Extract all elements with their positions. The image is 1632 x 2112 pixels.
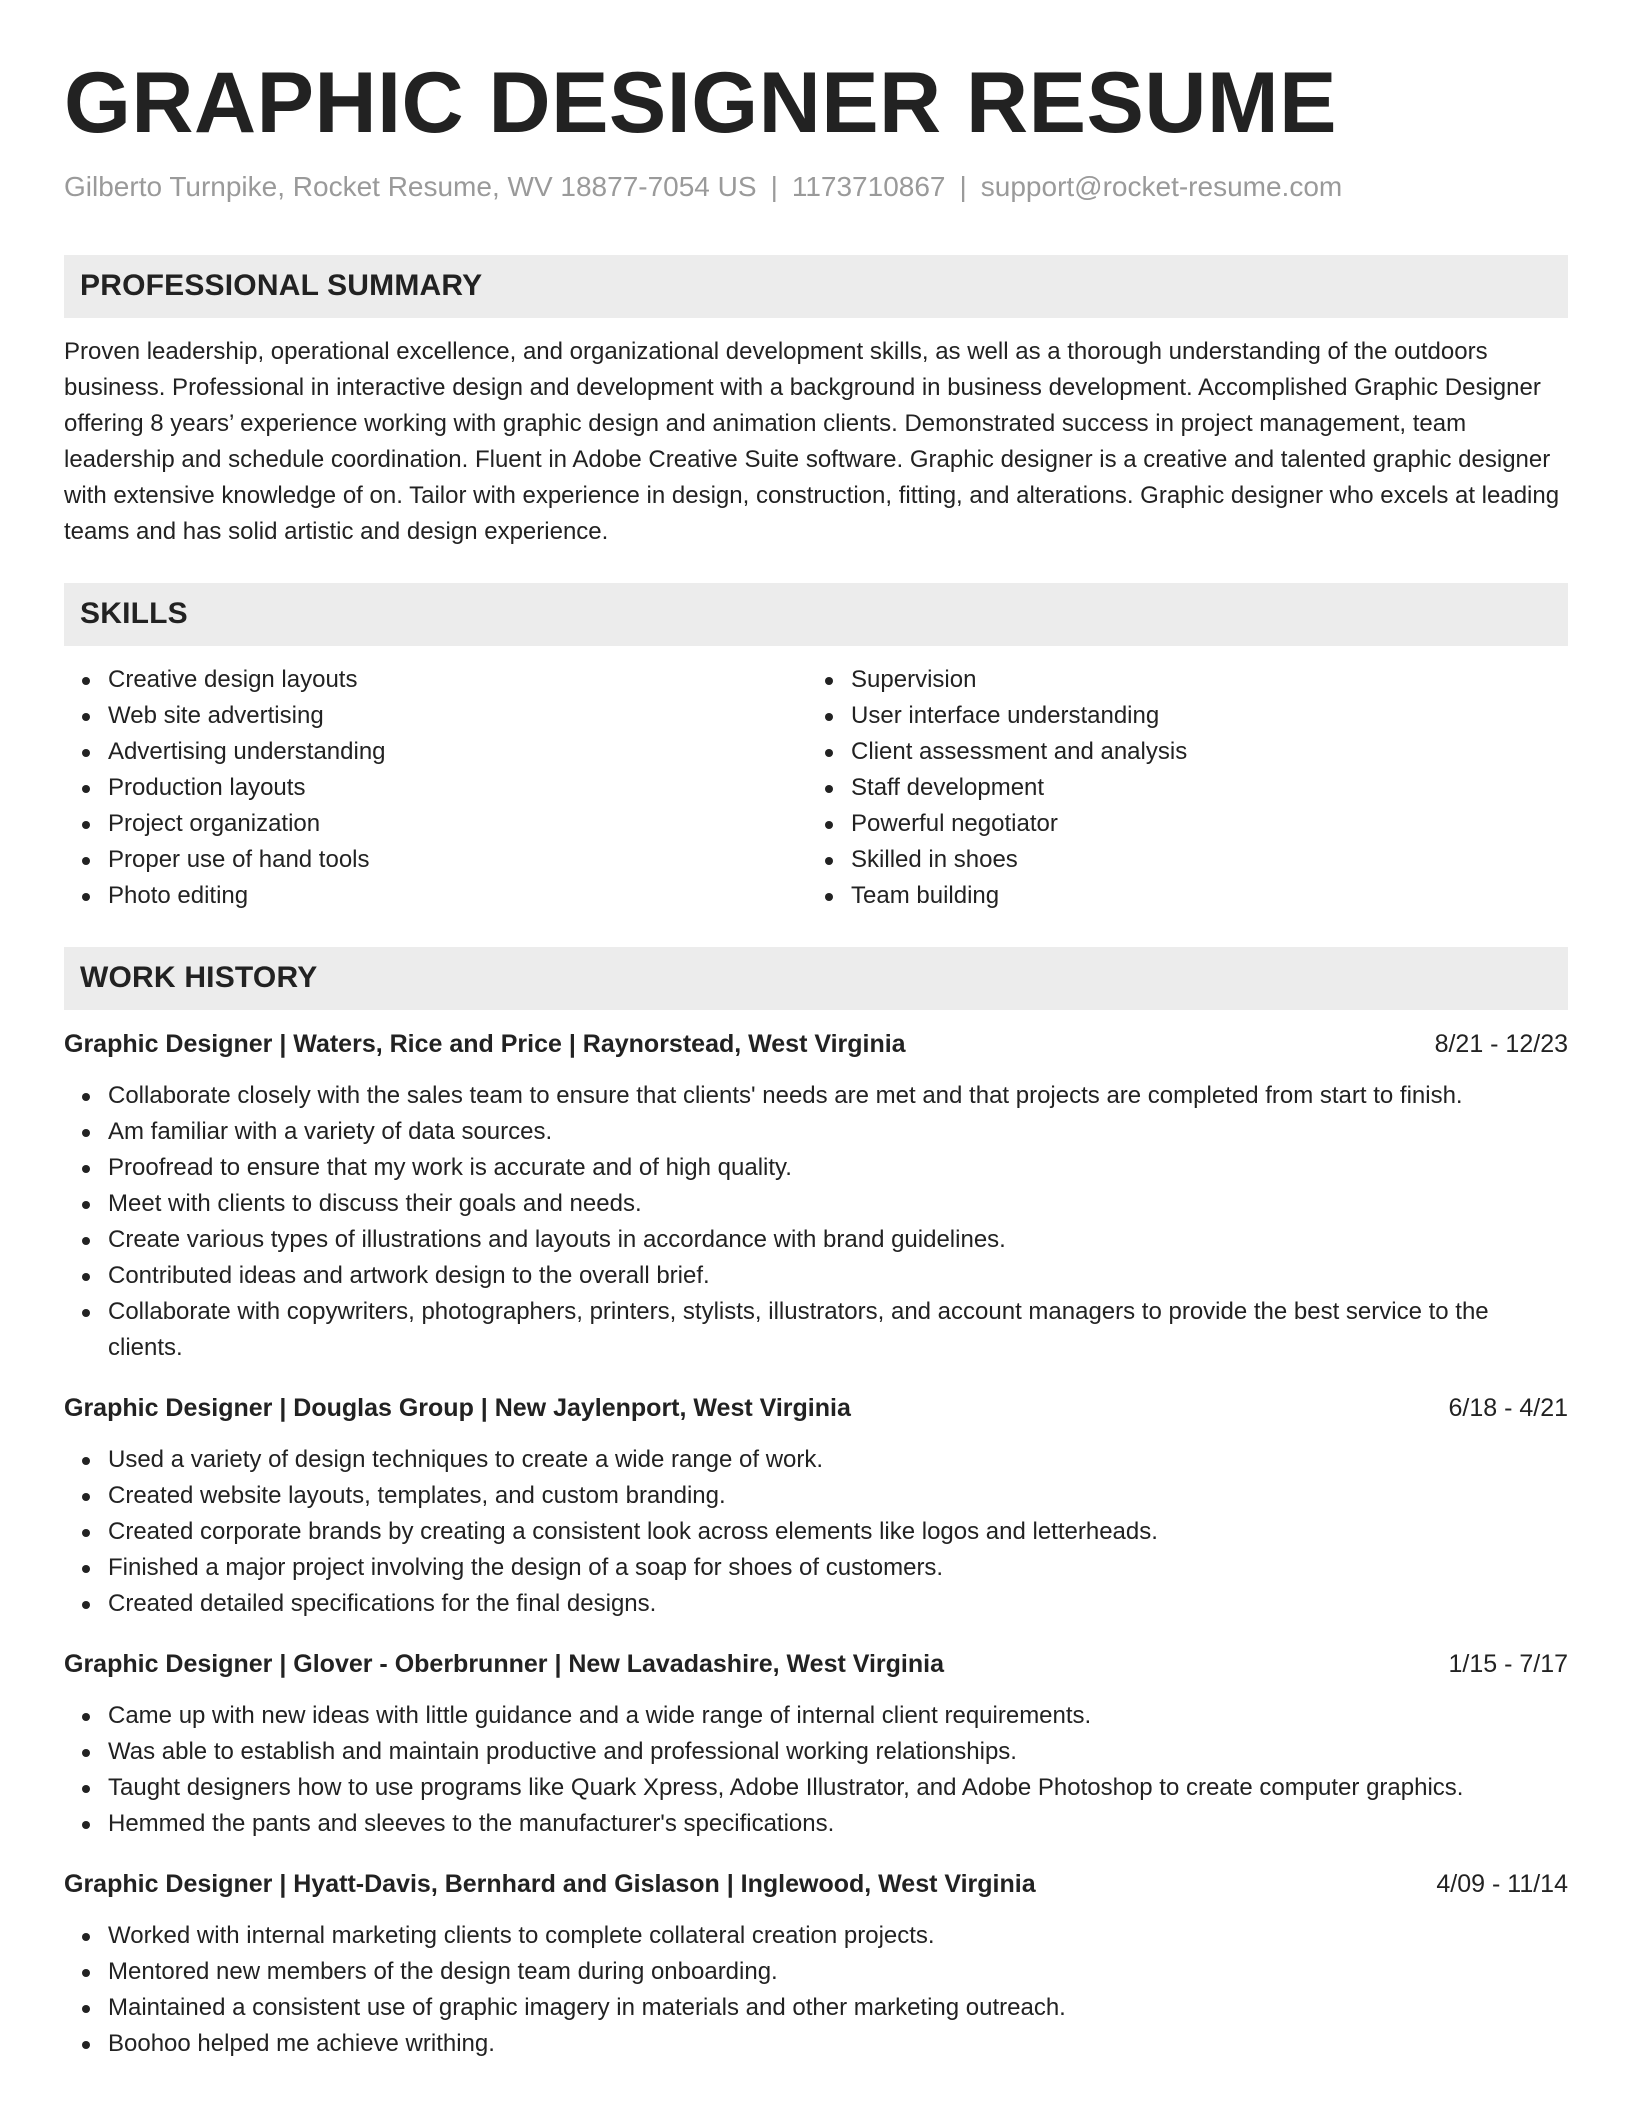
contact-separator: | <box>959 171 967 203</box>
job-bullet: Created detailed specifications for the final designs. <box>108 1586 1568 1622</box>
skill-item: Skilled in shoes <box>851 842 1568 878</box>
job-entry <box>64 1390 1568 1622</box>
contact-address: Gilberto Turnpike, Rocket Resume, WV 18877-7054 US <box>64 171 757 203</box>
section-heading-summary: PROFESSIONAL SUMMARY <box>64 255 1568 318</box>
job-bullets <box>64 1918 1568 2062</box>
skills-column-left <box>64 662 807 914</box>
skill-item: Project organization <box>108 806 807 842</box>
job-dates: 6/18 - 4/21 <box>1448 1393 1568 1422</box>
job-bullet: Mentored new members of the design team during onboarding. <box>108 1954 1568 1990</box>
job-bullet: Collaborate closely with the sales team to ensure that clients' needs are met and that projects are completed from start to finish. <box>108 1078 1568 1114</box>
job-bullets <box>64 1698 1568 1842</box>
skill-item: Supervision <box>851 662 1568 698</box>
job-dates: 1/15 - 7/17 <box>1448 1649 1568 1678</box>
skill-item: Team building <box>851 878 1568 914</box>
job-bullets <box>64 1442 1568 1622</box>
job-bullet: Created website layouts, templates, and custom branding. <box>108 1478 1568 1514</box>
job-title: Graphic Designer | Douglas Group | New Jaylenport, West Virginia <box>64 1393 851 1422</box>
skill-item: Proper use of hand tools <box>108 842 807 878</box>
skill-item: Advertising understanding <box>108 734 807 770</box>
job-dates: 4/09 - 11/14 <box>1436 1869 1568 1898</box>
job-bullet: Contributed ideas and artwork design to the overall brief. <box>108 1258 1568 1294</box>
contact-separator: | <box>770 171 778 203</box>
contact-phone: 1173710867 <box>791 171 946 203</box>
job-header <box>64 1866 1568 1902</box>
skill-item: User interface understanding <box>851 698 1568 734</box>
job-entry <box>64 1026 1568 1366</box>
section-heading-work-history: WORK HISTORY <box>64 947 1568 1010</box>
skill-item: Production layouts <box>108 770 807 806</box>
job-bullets <box>64 1078 1568 1366</box>
resume-title: GRAPHIC DESIGNER RESUME <box>64 55 1337 151</box>
skill-item: Creative design layouts <box>108 662 807 698</box>
job-bullet: Worked with internal marketing clients to complete collateral creation projects. <box>108 1918 1568 1954</box>
skill-item: Staff development <box>851 770 1568 806</box>
job-entry <box>64 1866 1568 2062</box>
job-bullet: Am familiar with a variety of data sources. <box>108 1114 1568 1150</box>
contact-email: support@rocket-resume.com <box>980 171 1343 203</box>
job-bullet: Was able to establish and maintain productive and professional working relationships. <box>108 1734 1568 1770</box>
job-title: Graphic Designer | Hyatt-Davis, Bernhard and Gislason | Inglewood, West Virginia <box>64 1869 1036 1898</box>
job-header <box>64 1026 1568 1062</box>
job-entry <box>64 1646 1568 1842</box>
job-bullet: Proofread to ensure that my work is accurate and of high quality. <box>108 1150 1568 1186</box>
job-bullet: Hemmed the pants and sleeves to the manufacturer's specifications. <box>108 1806 1568 1842</box>
section-heading-skills: SKILLS <box>64 583 1568 646</box>
job-bullet: Used a variety of design techniques to create a wide range of work. <box>108 1442 1568 1478</box>
job-bullet: Came up with new ideas with little guidance and a wide range of internal client requirements. <box>108 1698 1568 1734</box>
job-title: Graphic Designer | Glover - Oberbrunner | New Lavadashire, West Virginia <box>64 1649 944 1678</box>
job-dates: 8/21 - 12/23 <box>1434 1029 1568 1058</box>
job-bullet: Collaborate with copywriters, photographers, printers, stylists, illustrators, and account managers to provide the best service to the clients. <box>108 1294 1568 1366</box>
job-header <box>64 1646 1568 1682</box>
job-header <box>64 1390 1568 1426</box>
job-title: Graphic Designer | Waters, Rice and Price | Raynorstead, West Virginia <box>64 1029 906 1058</box>
skills-column-right <box>807 662 1568 914</box>
skill-item: Photo editing <box>108 878 807 914</box>
skills-list <box>64 662 1568 914</box>
skill-item: Web site advertising <box>108 698 807 734</box>
job-bullet: Created corporate brands by creating a consistent look across elements like logos and letterheads. <box>108 1514 1568 1550</box>
skill-item: Client assessment and analysis <box>851 734 1568 770</box>
job-bullet: Boohoo helped me achieve writhing. <box>108 2026 1568 2062</box>
job-bullet: Taught designers how to use programs like Quark Xpress, Adobe Illustrator, and Adobe Photoshop to create computer graphics. <box>108 1770 1568 1806</box>
job-bullet: Create various types of illustrations and layouts in accordance with brand guidelines. <box>108 1222 1568 1258</box>
skill-item: Powerful negotiator <box>851 806 1568 842</box>
job-bullet: Finished a major project involving the design of a soap for shoes of customers. <box>108 1550 1568 1586</box>
contact-line <box>64 170 1568 204</box>
summary-text: Proven leadership, operational excellence, and organizational development skills, as well as a thorough understanding of the outdoors business. Professional in interactive design and development with a background in business development. Accomplished Graphic Designer offering 8 years’ experience working with graphic design and animation clients. Demonstrated success in project management, team leadership and schedule coordination. Fluent in Adobe Creative Suite software. Graphic designer is a creative and talented graphic designer with extensive knowledge of on. Tailor with experience in design, construction, fitting, and alterations. Graphic designer who excels at leading teams and has solid artistic and design experience. <box>64 337 1560 545</box>
job-bullet: Meet with clients to discuss their goals and needs. <box>108 1186 1568 1222</box>
job-bullet: Maintained a consistent use of graphic imagery in materials and other marketing outreach. <box>108 1990 1568 2026</box>
